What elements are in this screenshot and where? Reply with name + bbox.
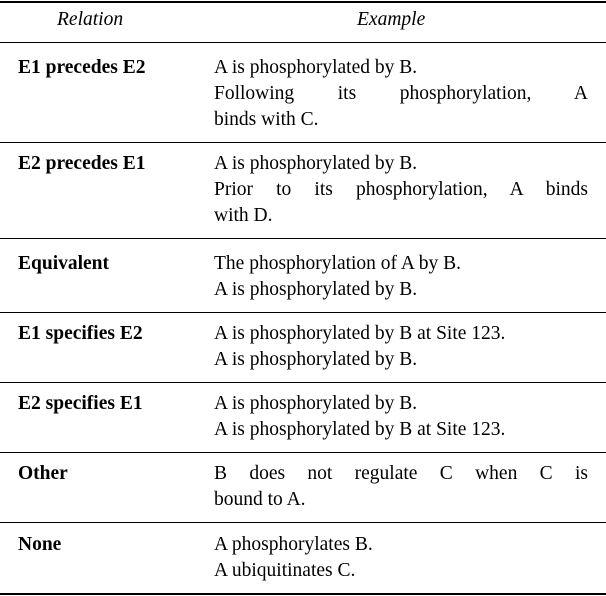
example-line: binds with C. bbox=[214, 109, 319, 130]
relation-cell: E2 precedes E1 bbox=[18, 153, 146, 174]
example-line: A is phosphorylated by B. bbox=[214, 349, 418, 370]
relation-cell: E1 precedes E2 bbox=[18, 57, 146, 78]
example-line: A ubiquitinates C. bbox=[214, 560, 356, 581]
example-line: A is phosphorylated by B. bbox=[214, 57, 418, 78]
relation-cell: Other bbox=[18, 463, 68, 484]
relation-cell: E1 specifies E2 bbox=[18, 323, 143, 344]
example-cell bbox=[214, 532, 588, 584]
row-separator bbox=[0, 238, 606, 239]
example-line: bound to A. bbox=[214, 489, 306, 510]
header-example: Example bbox=[357, 9, 426, 30]
example-cell bbox=[214, 321, 588, 373]
row-separator bbox=[0, 382, 606, 383]
relation-cell: Equivalent bbox=[18, 253, 110, 274]
example-line: The phosphorylation of A by B. bbox=[214, 253, 461, 274]
example-line: A is phosphorylated by B at Site 123. bbox=[214, 419, 506, 440]
relation-cell: None bbox=[18, 534, 62, 555]
row-separator bbox=[0, 142, 606, 143]
example-line: A is phosphorylated by B. bbox=[214, 153, 418, 174]
bottom-rule bbox=[0, 593, 606, 595]
example-line: A is phosphorylated by B. bbox=[214, 279, 418, 300]
example-cell bbox=[214, 391, 588, 443]
header-relation: Relation bbox=[57, 9, 124, 30]
example-line: A phosphorylates B. bbox=[214, 534, 373, 555]
header-rule bbox=[0, 42, 606, 43]
example-line: Following its phosphorylation, A bbox=[214, 83, 588, 104]
row-separator bbox=[0, 452, 606, 453]
example-cell bbox=[214, 55, 588, 133]
example-cell bbox=[214, 251, 588, 303]
example-line: Prior to its phosphorylation, A binds bbox=[214, 179, 588, 200]
top-rule bbox=[0, 1, 606, 3]
example-line: with D. bbox=[214, 205, 273, 226]
example-line: B does not regulate C when C is bbox=[214, 463, 588, 484]
example-cell bbox=[214, 151, 588, 229]
relation-cell: E2 specifies E1 bbox=[18, 393, 143, 414]
row-separator bbox=[0, 522, 606, 523]
row-separator bbox=[0, 312, 606, 313]
example-line: A is phosphorylated by B at Site 123. bbox=[214, 323, 506, 344]
example-cell bbox=[214, 461, 588, 513]
example-line: A is phosphorylated by B. bbox=[214, 393, 418, 414]
